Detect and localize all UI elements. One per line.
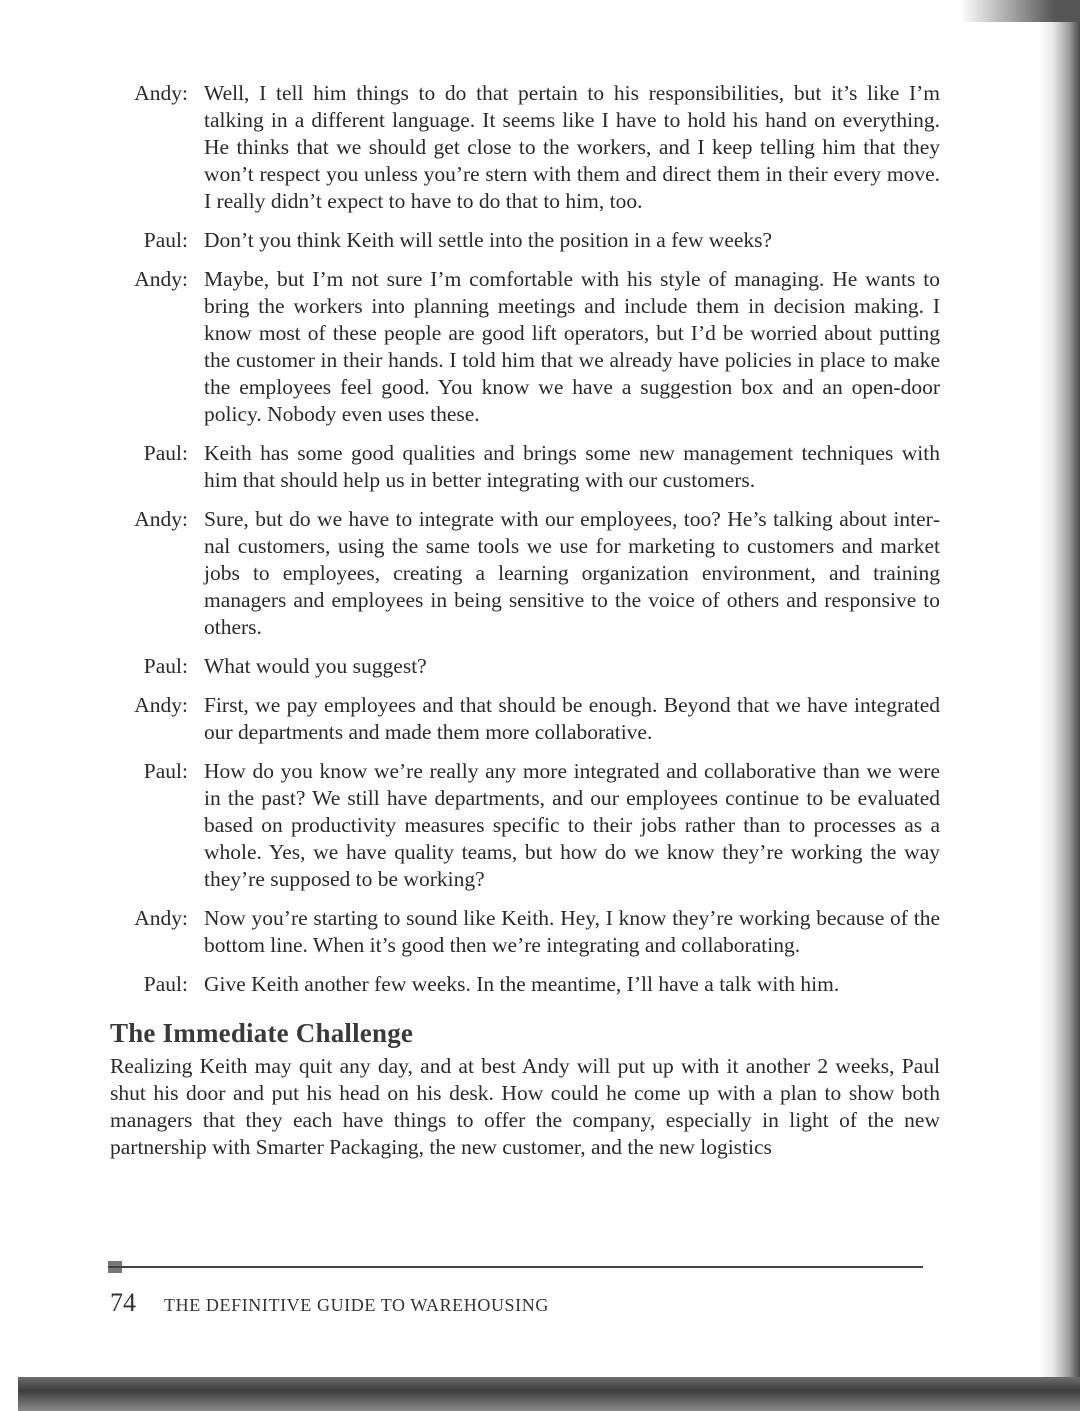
speaker-label: Paul:: [143, 228, 188, 252]
speech-text: Well, I tell him things to do that pertain to his responsibilities, but it’s like I’m talking in a different language. It seems like I have to hold his hand on everything. He thinks that we should get close to the workers, and I keep telling him that they won’t respect you unless you’re stern with them and direct them in their every move. I really didn’t expect to have to do that to him, too.: [204, 81, 940, 213]
speech-text: Keith has some good qualities and brings some new management techniques with him that should help us in better integrating with our customers.: [204, 441, 940, 492]
running-title: THE DEFINITIVE GUIDE TO WAREHOUSING: [164, 1295, 549, 1315]
dialogue-turn: [110, 266, 940, 428]
speaker-label: Paul:: [143, 654, 188, 678]
dialogue-turn: [110, 905, 940, 959]
speaker-label: Andy:: [134, 507, 188, 531]
speaker-label: Andy:: [134, 693, 188, 717]
speech-text: Sure, but do we have to integrate with our employees, too? He’s talking about internal customers, using the same tools we use for marketing to customers and market jobs to employees, creating a learning organization environment, and training managers and employees in being sensitive to the voice of others and responsive to others.: [204, 507, 940, 639]
speech-text: Don’t you think Keith will settle into the position in a few weeks?: [204, 228, 773, 252]
scan-edge-right: [1038, 0, 1080, 1411]
footer-rule: [108, 1266, 923, 1268]
speech-text: What would you suggest?: [204, 654, 427, 678]
speaker-label: Paul:: [143, 759, 188, 783]
section-heading: The Immediate Challenge: [110, 1018, 414, 1048]
dialogue-turn: [110, 692, 940, 746]
page-number: 74: [110, 1288, 136, 1317]
speech-text: How do you know we’re really any more integrated and collaborative than we were in the past? We still have departments, and our employees continue to be evaluated based on productivity measures specific to their jobs rather than to processes as a whole. Yes, we have quality teams, but how do we know they’re working the way they’re supposed to be working?: [204, 759, 940, 891]
speaker-label: Paul:: [143, 441, 188, 465]
scan-edge-top: [960, 0, 1080, 22]
page-body: [110, 80, 940, 1161]
speech-text: Maybe, but I’m not sure I’m comfortable with his style of managing. He wants to bring the workers into planning meetings and include them in decision making. I know most of these people are good lift operators, but I’d be worried about putting the customer in their hands. I told him that we already have policies in place to make the employees feel good. You know we have a suggestion box and an open-door policy. Nobody even uses these.: [204, 267, 940, 426]
speech-text: Now you’re starting to sound like Keith. Hey, I know they’re working because of the bottom line. When it’s good then we’re integrating and collaborating.: [204, 906, 940, 957]
speaker-label: Andy:: [134, 906, 188, 930]
speaker-label: Andy:: [134, 81, 188, 105]
scan-edge-bottom: [18, 1377, 1080, 1411]
page-footer: [110, 1288, 549, 1318]
dialogue-turn: [110, 227, 940, 254]
speaker-label: Andy:: [134, 267, 188, 291]
dialogue-turn: [110, 440, 940, 494]
speech-text: Give Keith another few weeks. In the meantime, I’ll have a talk with him.: [204, 972, 840, 996]
dialogue-turn: [110, 506, 940, 641]
dialogue-turn: [110, 80, 940, 215]
speech-text: First, we pay employees and that should be enough. Beyond that we have integrated our departments and made them more collaborative.: [204, 693, 940, 744]
section-paragraph: Realizing Keith may quit any day, and at best Andy will put up with it another 2 weeks, Paul shut his door and put his head on his desk. How could he come up with a plan to show both managers that they each have things to offer the company, especially in light of the new partnership with Smarter Packaging, the new customer, and the new logistics: [110, 1054, 940, 1159]
dialogue: [110, 80, 940, 998]
speaker-label: Paul:: [143, 972, 188, 996]
dialogue-turn: [110, 971, 940, 998]
dialogue-turn: [110, 653, 940, 680]
dialogue-turn: [110, 758, 940, 893]
